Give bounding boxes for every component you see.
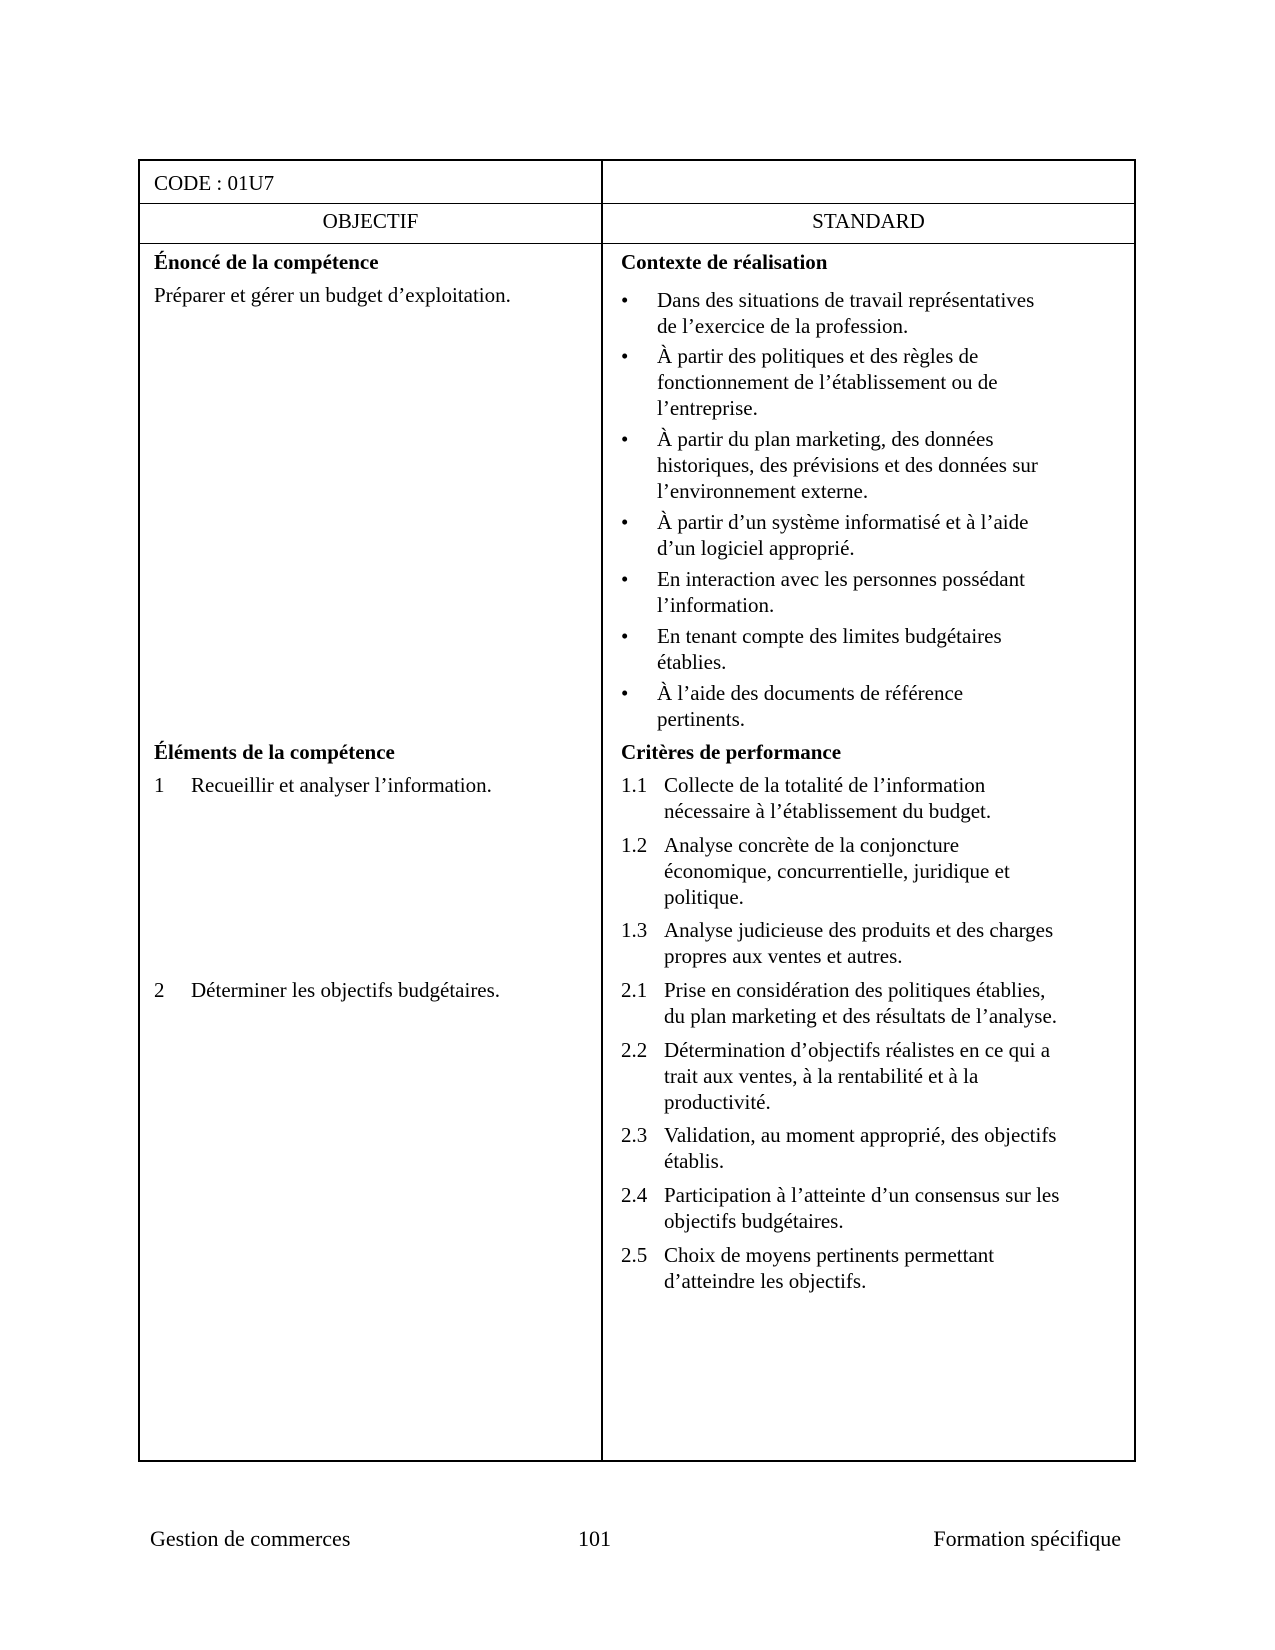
header-objectif: OBJECTIF [322,209,419,233]
bullet-icon: • [621,288,629,312]
critere-item: Analyse judicieuse des produits et des charges propres aux ventes et autres. [664,918,1054,968]
contexte-item: À partir des politiques et des règles de fonctionnement de l’établissement ou de l’entreprise. [657,344,998,420]
element-num: 2 [154,978,165,1002]
competency-table [138,159,1136,1462]
footer-page-number: 101 [578,1526,611,1551]
row-divider [140,203,1134,204]
criteres-title: Critères de performance [621,740,842,764]
elements-title: Éléments de la compétence [154,740,395,764]
footer-left: Gestion de commerces [150,1526,351,1551]
contexte-item: En interaction avec les personnes possédant l’information. [657,567,1025,617]
bullet-icon: • [621,681,629,705]
critere-num: 2.4 [621,1183,648,1207]
element-text: Déterminer les objectifs budgétaires. [191,978,501,1002]
critere-num: 1.3 [621,918,648,942]
critere-item: Analyse concrète de la conjoncture économique, concurrentielle, juridique et politique. [664,833,1010,909]
row-divider [140,243,1134,244]
critere-item: Choix de moyens pertinents permettant d’atteindre les objectifs. [664,1243,995,1293]
bullet-icon: • [621,624,629,648]
contexte-item: En tenant compte des limites budgétaires établies. [657,624,1002,674]
footer-right: Formation spécifique [933,1526,1121,1551]
enonce-title: Énoncé de la compétence [154,250,379,274]
critere-num: 1.1 [621,773,648,797]
critere-item: Participation à l’atteinte d’un consensus sur les objectifs budgétaires. [664,1183,1060,1233]
column-divider [601,161,603,1460]
critere-num: 1.2 [621,833,648,857]
critere-num: 2.3 [621,1123,648,1147]
contexte-item: À partir du plan marketing, des données historiques, des prévisions et des données sur l’environnement externe. [657,427,1038,503]
critere-item: Détermination d’objectifs réalistes en ce qui a trait aux ventes, à la rentabilité et à la productivité. [664,1038,1051,1114]
contexte-item: Dans des situations de travail représentatives de l’exercice de la profession. [657,288,1035,338]
bullet-icon: • [621,427,629,451]
element-text: Recueillir et analyser l’information. [191,773,492,797]
contexte-item: À l’aide des documents de référence pertinents. [657,681,964,731]
bullet-icon: • [621,510,629,534]
critere-item: Validation, au moment approprié, des objectifs établis. [664,1123,1057,1173]
contexte-title: Contexte de réalisation [621,250,828,274]
bullet-icon: • [621,567,629,591]
critere-num: 2.5 [621,1243,648,1267]
element-num: 1 [154,773,165,797]
bullet-icon: • [621,344,629,368]
contexte-item: À partir d’un système informatisé et à l’aide d’un logiciel approprié. [657,510,1029,560]
header-standard: STANDARD [812,209,925,233]
critere-item: Prise en considération des politiques établies, du plan marketing et des résultats de l’analyse. [664,978,1058,1028]
enonce-text: Préparer et gérer un budget d’exploitation. [154,283,511,307]
code-label: CODE : 01U7 [154,171,275,195]
critere-num: 2.2 [621,1038,648,1062]
critere-item: Collecte de la totalité de l’information nécessaire à l’établissement du budget. [664,773,992,823]
critere-num: 2.1 [621,978,648,1002]
